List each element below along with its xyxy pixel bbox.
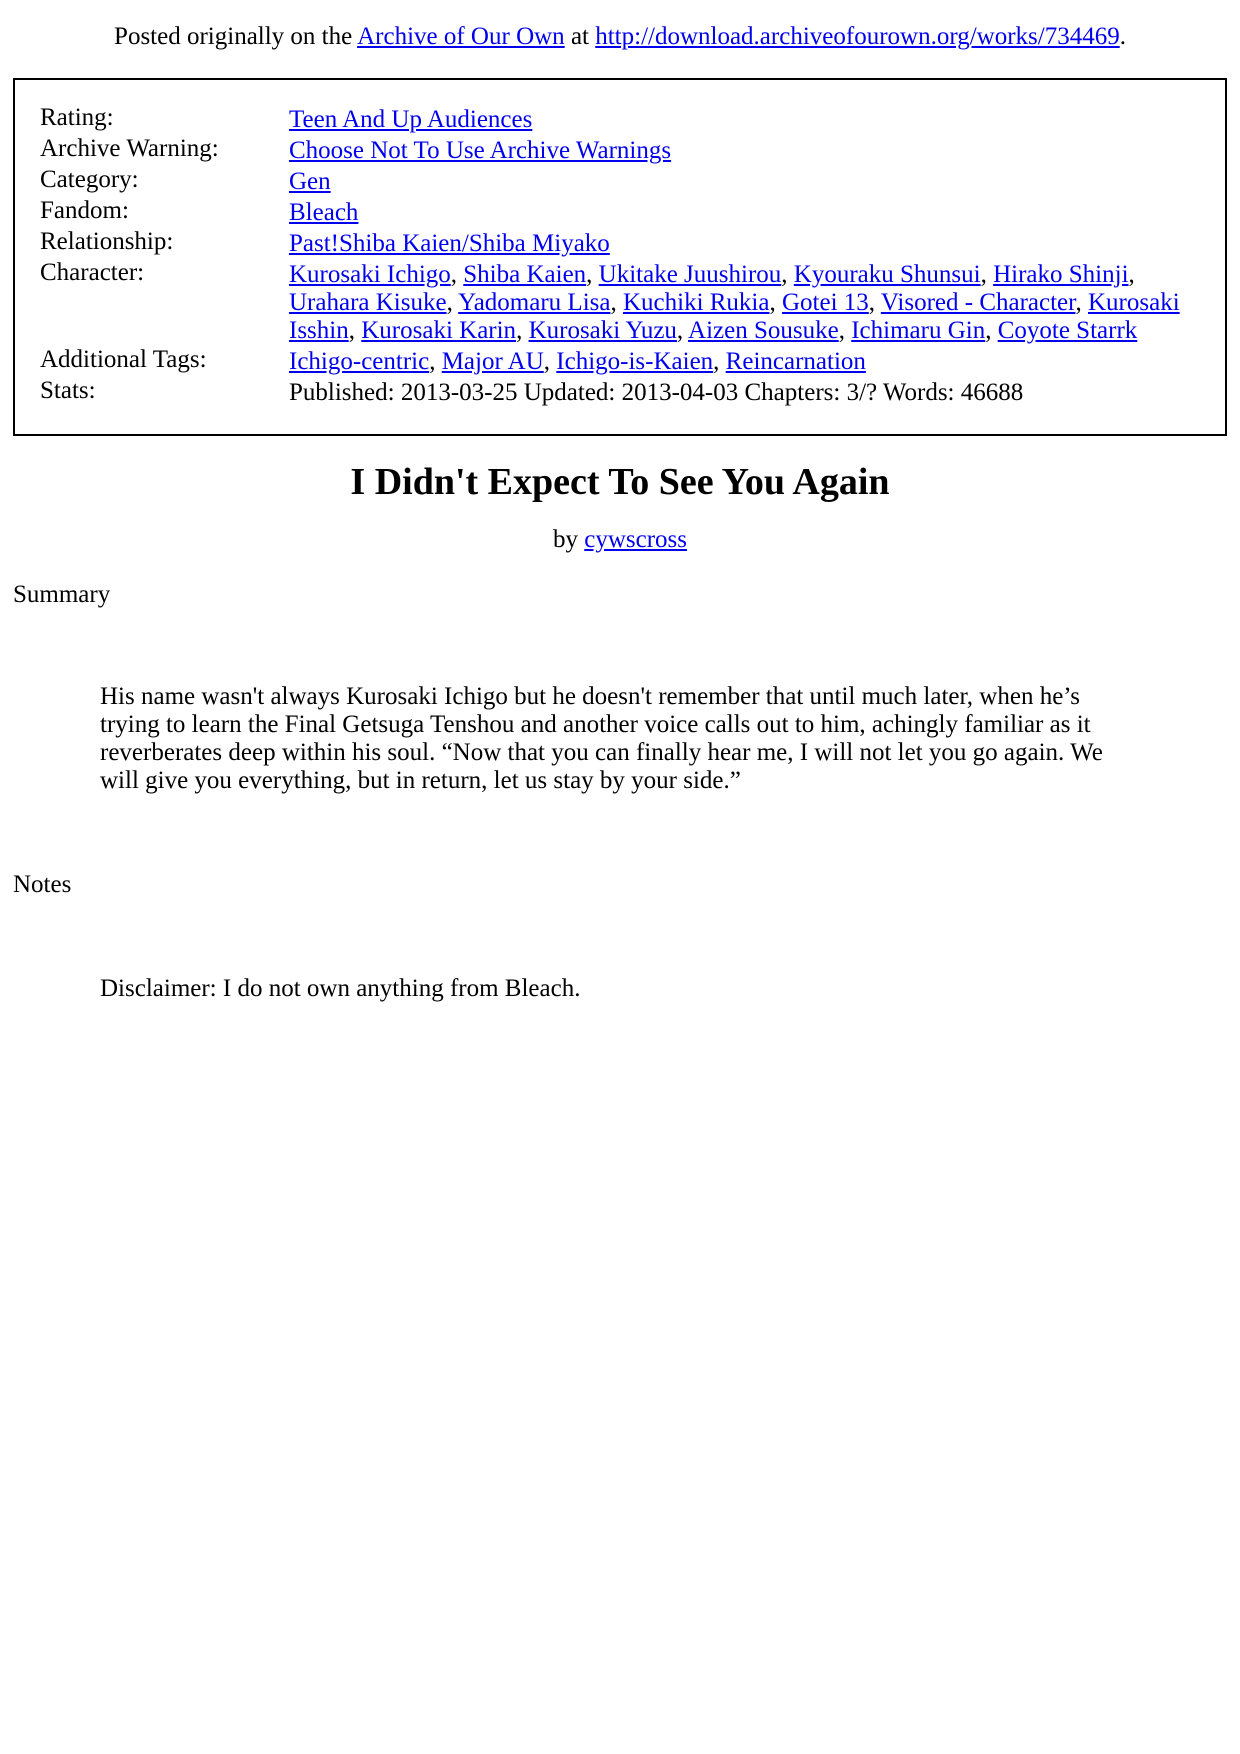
fandom-value: [289, 199, 358, 227]
character-tag[interactable]: Ukitake Juushirou: [598, 261, 782, 288]
relationship-value: [289, 230, 610, 258]
rating-link[interactable]: Teen And Up Audiences: [289, 106, 533, 133]
archive-warning-link[interactable]: Choose Not To Use Archive Warnings: [289, 137, 672, 164]
additional-tag[interactable]: Reincarnation: [725, 348, 866, 375]
posted-originally-line: [0, 22, 1240, 52]
additional-tags-label: Additional Tags:: [40, 346, 207, 373]
character-tag[interactable]: Kuchiki Rukia: [622, 289, 770, 316]
character-tag[interactable]: Isshin: [289, 317, 349, 344]
stats-label: Stats:: [40, 377, 96, 404]
summary-text-line-1: His name wasn't always Kurosaki Ichigo but he doesn't remember that until much later, when he’s: [100, 683, 1080, 710]
work-title: I Didn't Expect To See You Again: [350, 461, 890, 503]
character-tag[interactable]: Kyouraku Shunsui: [793, 261, 981, 288]
summary-text-line-2: trying to learn the Final Getsuga Tenshou and another voice calls out to him, achingly familiar as it: [100, 711, 1091, 738]
character-tag[interactable]: Gotei 13: [781, 289, 869, 316]
notes-heading: Notes: [13, 871, 72, 898]
character-tag[interactable]: Kurosaki Ichigo: [289, 261, 451, 288]
summary-text-line-4: will give you everything, but in return, let us stay by your side.”: [100, 767, 741, 794]
work-url-link[interactable]: http://download.archiveofourown.org/works/734469: [595, 23, 1120, 50]
summary-heading: Summary: [13, 581, 111, 608]
posted-prefix: Posted originally on the: [114, 23, 358, 50]
character-tag[interactable]: Urahara Kisuke: [289, 289, 447, 316]
rating-label: Rating:: [40, 104, 114, 131]
posted-middle: at: [564, 23, 596, 50]
work-metadata-box: [13, 78, 1227, 436]
character-label: Character:: [40, 259, 145, 286]
additional-tag[interactable]: Ichigo-is-Kaien: [556, 348, 714, 375]
character-tag[interactable]: Aizen Sousuke: [688, 317, 839, 344]
stats-value: Published: 2013-03-25 Updated: 2013-04-03 Chapters: 3/? Words: 46688: [289, 379, 1024, 406]
notes-text: Disclaimer: I do not own anything from Bleach.: [100, 975, 581, 1002]
character-tag[interactable]: Shiba Kaien: [463, 261, 587, 288]
character-tag[interactable]: Kurosaki: [1087, 289, 1180, 316]
character-tag[interactable]: Hirako Shinji: [993, 261, 1129, 288]
additional-tags-list: Ichigo-centric, Major AU, Ichigo-is-Kaien, Reincarnation: [289, 348, 866, 375]
category-value: [289, 168, 331, 196]
archive-warning-label: Archive Warning:: [40, 135, 219, 162]
category-link[interactable]: Gen: [289, 168, 331, 195]
summary-text-line-3: reverberates deep within his soul. “Now that you can finally hear me, I will not let you go again. We: [100, 739, 1103, 766]
archive-link[interactable]: Archive of Our Own: [357, 23, 565, 50]
character-list-line-3: Isshin, Kurosaki Karin, Kurosaki Yuzu, Aizen Sousuke, Ichimaru Gin, Coyote Starrk: [289, 317, 1138, 344]
character-tag[interactable]: Ichimaru Gin: [851, 317, 986, 344]
fandom-label: Fandom:: [40, 197, 129, 224]
character-list-line-2: Urahara Kisuke, Yadomaru Lisa, Kuchiki Rukia, Gotei 13, Visored - Character, Kurosaki: [289, 289, 1180, 316]
archive-warning-value: [289, 137, 671, 165]
character-tag[interactable]: Kurosaki Yuzu: [528, 317, 677, 344]
author-link[interactable]: cywscross: [584, 526, 687, 553]
relationship-label: Relationship:: [40, 228, 174, 255]
character-list-line-1: Kurosaki Ichigo, Shiba Kaien, Ukitake Juushirou, Kyouraku Shunsui, Hirako Shinji,: [289, 261, 1135, 288]
character-tag[interactable]: Yadomaru Lisa: [458, 289, 611, 316]
category-label: Category:: [40, 166, 139, 193]
byline-prefix: by: [552, 526, 585, 553]
relationship-link[interactable]: Past!Shiba Kaien/Shiba Miyako: [289, 230, 610, 257]
fandom-link[interactable]: Bleach: [289, 199, 359, 226]
rating-value: [289, 106, 532, 134]
character-tag[interactable]: Kurosaki Karin: [361, 317, 517, 344]
additional-tag[interactable]: Ichigo-centric: [289, 348, 430, 375]
character-tag[interactable]: Visored - Character: [880, 289, 1076, 316]
byline: [0, 525, 1240, 555]
posted-suffix: .: [1119, 23, 1126, 50]
character-tag[interactable]: Coyote Starrk: [997, 317, 1138, 344]
additional-tag[interactable]: Major AU: [441, 348, 544, 375]
